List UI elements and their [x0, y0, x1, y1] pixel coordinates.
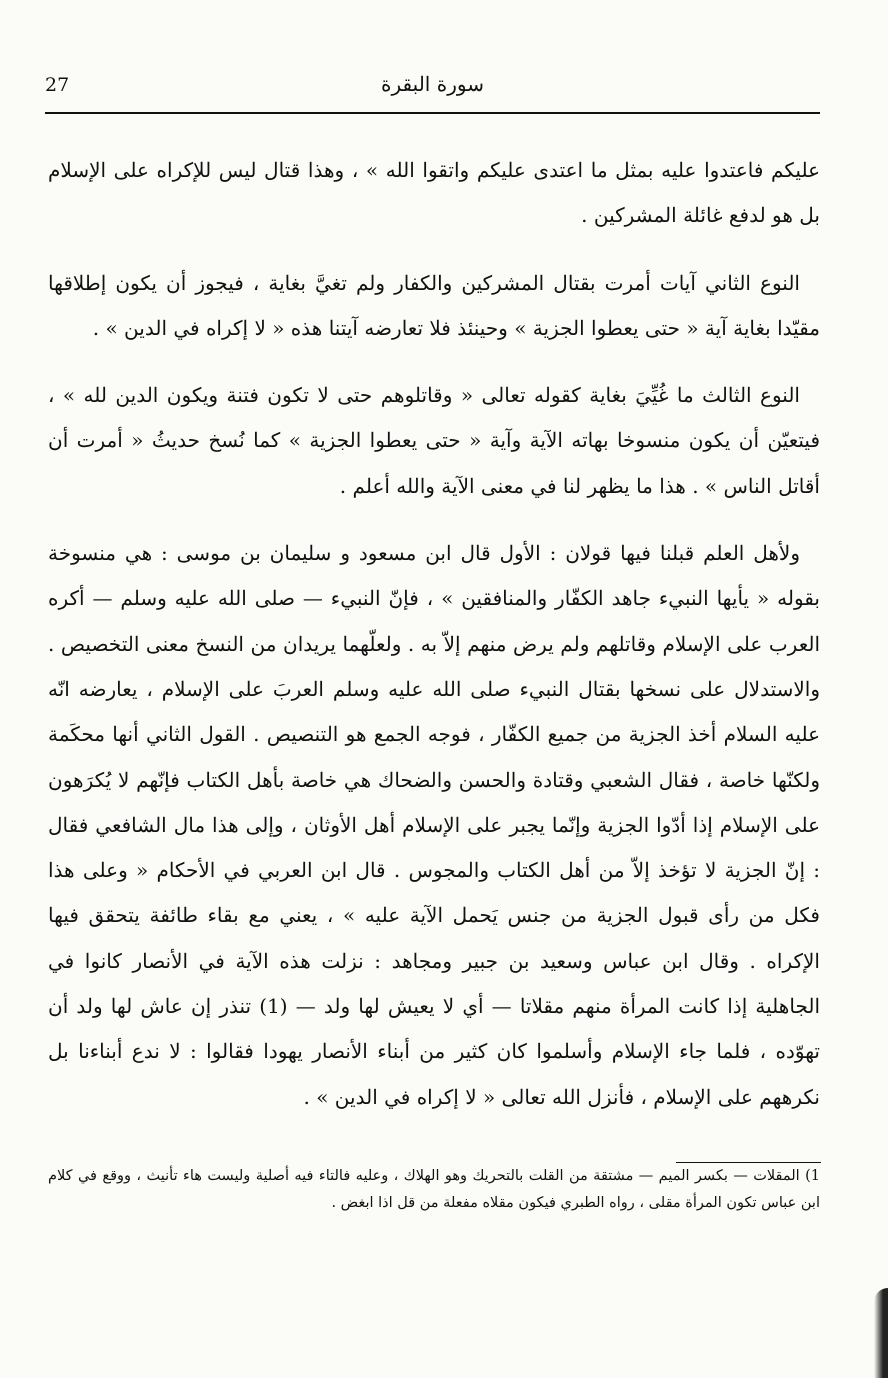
- running-head: سورة البقرة: [381, 72, 484, 96]
- page-header: [45, 66, 820, 106]
- header-rule: [45, 112, 820, 114]
- paragraph-continuation: عليكم فاعتدوا عليه بمثل ما اعتدى عليكم واتقوا الله » ، وهذا قتال ليس للإكراه على الإسلام بل هو لدفع غائلة المشركين .: [48, 158, 820, 228]
- paragraph-third-type: النوع الثالث ما غُيِّيَ بغاية كقوله تعالى « وقاتلوهم حتى لا تكون فتنة ويكون الدين لله » ، فيتعيّن أن يكون منسوخا بهاته الآية وآية « حتى يعطوا الجزية » كما نُسخ حديثُ « أمرت أن أقاتل الناس » . هذا ما يظهر لنا في معنى الآية والله أعلم .: [48, 383, 820, 498]
- paragraph-scholars-opinions: ولأهل العلم قبلنا فيها قولان : الأول قال ابن مسعود و سليمان بن موسى : هي منسوخة بقوله « يأيها النبيء جاهد الكفّار والمنافقين » ، فإنّ النبيء — صلى الله عليه وسلم — أكره العرب على الإسلام وقاتلهم ولم يرض منهم إلاّ به . ولعلّهما يريدان من النسخ معنى التخصيص . والاستدلال على نسخها بقتال النبيء صلى الله عليه وسلم العربَ على الإسلام ، يعارضه انّه عليه السلام أخذ الجزية من جميع الكفّار ، فوجه الجمع هو التنصيص . القول الثاني أنها محكَمة ولكنّها خاصة ، فقال الشعبي وقتادة والحسن والضحاك هي خاصة بأهل الكتاب فإنّهم لا يُكرَهون على الإسلام إذا أدّوا الجزية وإنّما يجبر على الإسلام أهل الأوثان ، وإلى هذا مال الشافعي فقال : إنّ الجزية لا تؤخذ إلاّ من أهل الكتاب والمجوس . قال ابن العربي في الأحكام « وعلى هذا فكل من رأى قبول الجزية من جنس يَحمل الآية عليه » ، يعني مع بقاء طائفة يتحقق فيها الإكراه . وقال ابن عباس وسعيد بن جبير ومجاهد : نزلت هذه الآية في الأنصار كانوا في الجاهلية إذا كانت المرأة منهم مقلاتا — أي لا يعيش لها ولد — (1) تنذر إن عاش لها ولد أن تهوّده ، فلما جاء الإسلام وأسلموا كان كثير من أبناء الأنصار يهودا فقالوا : لا ندع أبناءنا بل نكرههم على الإسلام ، فأنزل الله تعالى « لا إكراه في الدين » .: [48, 541, 820, 1109]
- paragraph-second-type: النوع الثاني آيات أمرت بقتال المشركين والكفار ولم تغيَّ بغاية ، فيجوز أن يكون إطلاقها مقيّدا بغاية آية « حتى يعطوا الجزية » وحينئذ فلا تعارضه آيتنا هذه « لا إكراه في الدين » .: [48, 270, 820, 340]
- main-text: [48, 148, 820, 1120]
- footnote-1: [48, 1163, 820, 1217]
- page-number: 27: [45, 74, 70, 96]
- footnotes: [48, 1163, 820, 1217]
- page-edge-shadow: [874, 1288, 888, 1378]
- footnote-text: 1) المقلات — بكسر الميم — مشتقة من القلت بالتحريك وهو الهلاك ، وعليه فالتاء فيه أصلية وليست هاء تأنيث ، ووقع في كلام ابن عباس تكون المرأة مقلى ، رواه الطبري فيكون مقلاه مفعلة من قل اذا ابغض .: [48, 1168, 820, 1211]
